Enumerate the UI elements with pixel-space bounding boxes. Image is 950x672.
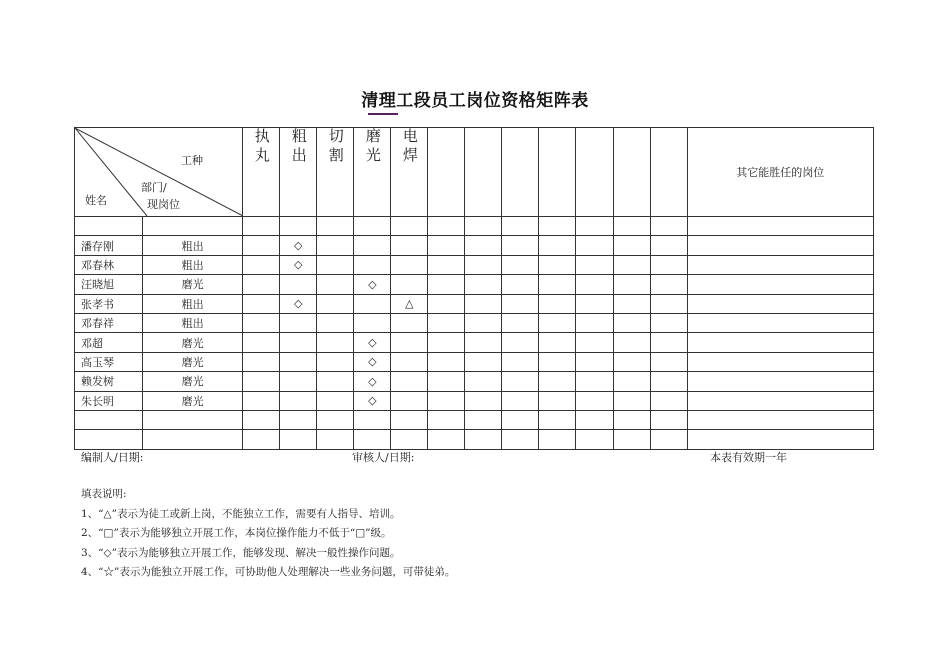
skill-level-cell	[465, 430, 502, 449]
employee-name-cell	[75, 410, 143, 429]
employee-name-cell	[75, 430, 143, 449]
skill-header-10	[576, 128, 613, 217]
diagonal-header-cell	[75, 128, 243, 217]
current-post-cell	[143, 410, 243, 429]
other-posts-cell	[687, 313, 873, 332]
skill-level-cell	[502, 313, 539, 332]
skill-level-cell	[317, 391, 354, 410]
matrix-body	[75, 217, 874, 450]
skill-level-cell	[428, 294, 465, 313]
employee-name-cell: 邓春林	[75, 255, 143, 274]
skill-level-cell	[243, 352, 280, 371]
current-post-cell: 磨光	[143, 391, 243, 410]
skill-level-cell	[576, 294, 613, 313]
table-row	[75, 255, 874, 274]
skill-level-cell	[650, 333, 687, 352]
skill-level-cell	[576, 410, 613, 429]
skill-level-cell	[243, 255, 280, 274]
skill-level-cell	[613, 333, 650, 352]
skill-header-5: 电焊	[391, 128, 428, 217]
skill-level-cell	[354, 255, 391, 274]
skill-level-cell	[428, 275, 465, 294]
skill-level-cell	[576, 372, 613, 391]
skill-level-cell	[317, 430, 354, 449]
other-posts-cell	[687, 430, 873, 449]
current-post-cell: 粗出	[143, 294, 243, 313]
current-post-cell	[143, 217, 243, 236]
skill-level-cell	[650, 430, 687, 449]
validity-note: 本表有效期一年	[710, 451, 787, 464]
skill-level-cell	[391, 372, 428, 391]
skill-header-1: 执丸	[243, 128, 280, 217]
skill-level-cell	[465, 372, 502, 391]
skill-level-cell	[317, 275, 354, 294]
skill-level-cell	[539, 217, 576, 236]
table-row	[75, 217, 874, 236]
skill-level-cell	[465, 294, 502, 313]
skill-level-cell	[465, 236, 502, 255]
skill-level-cell	[243, 410, 280, 429]
skill-level-cell	[391, 333, 428, 352]
skill-level-cell	[317, 410, 354, 429]
skill-level-cell	[428, 236, 465, 255]
skill-header-3: 切割	[317, 128, 354, 217]
diag-label-name: 姓名	[85, 194, 107, 207]
skill-level-cell	[539, 333, 576, 352]
table-row	[75, 333, 874, 352]
skill-level-cell	[243, 333, 280, 352]
skill-level-cell	[465, 313, 502, 332]
skill-level-cell	[650, 294, 687, 313]
skill-level-cell	[280, 391, 317, 410]
skill-level-cell: ◇	[280, 236, 317, 255]
current-post-cell: 磨光	[143, 352, 243, 371]
skill-level-cell	[354, 313, 391, 332]
skill-level-cell	[391, 236, 428, 255]
skill-level-cell	[502, 352, 539, 371]
skill-level-cell	[391, 217, 428, 236]
skill-level-cell	[650, 410, 687, 429]
skill-level-cell	[428, 410, 465, 429]
current-post-cell: 磨光	[143, 372, 243, 391]
instruction-item: 1、“△”表示为徒工或新上岗，不能独立工作，需要有人指导、培训。	[81, 507, 401, 520]
skill-level-cell	[576, 275, 613, 294]
skill-level-cell	[317, 372, 354, 391]
skill-level-cell	[243, 430, 280, 449]
table-row	[75, 352, 874, 371]
other-posts-cell	[687, 352, 873, 371]
skill-level-cell	[465, 391, 502, 410]
editor-date-label: 编制人/日期:	[81, 451, 144, 464]
table-row	[75, 294, 874, 313]
skill-level-cell	[428, 333, 465, 352]
skill-level-cell	[576, 391, 613, 410]
skill-level-cell: ◇	[354, 352, 391, 371]
skill-level-cell	[613, 236, 650, 255]
skill-level-cell	[650, 217, 687, 236]
skill-level-cell: ◇	[280, 255, 317, 274]
skill-level-cell	[243, 275, 280, 294]
skill-level-cell	[613, 275, 650, 294]
skill-level-cell	[576, 333, 613, 352]
skill-level-cell: △	[391, 294, 428, 313]
skill-level-cell	[539, 313, 576, 332]
skill-level-cell	[576, 352, 613, 371]
skill-level-cell	[354, 410, 391, 429]
skill-level-cell	[613, 372, 650, 391]
skill-level-cell	[539, 236, 576, 255]
other-posts-cell	[687, 217, 873, 236]
skill-level-cell	[243, 313, 280, 332]
skill-header-9	[539, 128, 576, 217]
skill-level-cell	[243, 391, 280, 410]
skill-level-cell: ◇	[280, 294, 317, 313]
skill-level-cell	[613, 410, 650, 429]
page-title: 清理工段员工岗位资格矩阵表	[361, 91, 589, 111]
skill-level-cell	[317, 294, 354, 313]
skill-level-cell	[354, 236, 391, 255]
skill-level-cell	[613, 255, 650, 274]
skill-level-cell	[428, 372, 465, 391]
skill-level-cell	[465, 255, 502, 274]
employee-name-cell: 邓春祥	[75, 313, 143, 332]
skill-level-cell	[465, 352, 502, 371]
skill-level-cell: ◇	[354, 275, 391, 294]
skill-level-cell	[539, 430, 576, 449]
skill-level-cell	[650, 236, 687, 255]
skill-level-cell	[502, 275, 539, 294]
skill-header-8	[502, 128, 539, 217]
skill-header-7	[465, 128, 502, 217]
skill-level-cell	[539, 352, 576, 371]
skill-level-cell	[650, 372, 687, 391]
other-posts-cell	[687, 391, 873, 410]
table-row	[75, 430, 874, 449]
skill-level-cell	[613, 313, 650, 332]
skill-level-cell	[613, 391, 650, 410]
table-row	[75, 236, 874, 255]
skill-level-cell	[391, 255, 428, 274]
skill-level-cell	[428, 255, 465, 274]
skill-level-cell	[539, 391, 576, 410]
skill-level-cell	[502, 372, 539, 391]
table-row	[75, 275, 874, 294]
other-posts-cell	[687, 255, 873, 274]
table-row	[75, 372, 874, 391]
instructions-heading: 填表说明:	[81, 488, 127, 500]
current-post-cell: 磨光	[143, 333, 243, 352]
skill-header-2: 粗出	[280, 128, 317, 217]
skill-level-cell	[354, 294, 391, 313]
table-row	[75, 313, 874, 332]
current-post-cell: 磨光	[143, 275, 243, 294]
skill-level-cell	[650, 352, 687, 371]
skill-level-cell	[502, 294, 539, 313]
skill-level-cell	[539, 372, 576, 391]
skill-level-cell	[465, 333, 502, 352]
qualification-matrix-table	[74, 127, 874, 450]
skill-level-cell: ◇	[354, 391, 391, 410]
employee-name-cell: 高玉琴	[75, 352, 143, 371]
skill-level-cell	[613, 294, 650, 313]
skill-level-cell	[502, 410, 539, 429]
skill-level-cell	[650, 275, 687, 294]
skill-level-cell	[317, 313, 354, 332]
diag-label-dept: 部门/	[141, 181, 167, 194]
skill-level-cell	[465, 217, 502, 236]
skill-level-cell	[391, 352, 428, 371]
skill-header-11	[613, 128, 650, 217]
skill-level-cell	[280, 275, 317, 294]
skill-level-cell	[539, 294, 576, 313]
diag-label-skill: 工种	[181, 154, 203, 167]
skill-header-12	[650, 128, 687, 217]
skill-level-cell	[465, 275, 502, 294]
skill-level-cell	[576, 255, 613, 274]
skill-level-cell	[576, 236, 613, 255]
skill-level-cell	[243, 236, 280, 255]
skill-level-cell	[465, 410, 502, 429]
skill-level-cell	[539, 410, 576, 429]
other-posts-cell	[687, 410, 873, 429]
table-row	[75, 410, 874, 429]
skill-level-cell	[428, 352, 465, 371]
skill-level-cell	[280, 217, 317, 236]
skill-level-cell	[650, 391, 687, 410]
employee-name-cell: 张孝书	[75, 294, 143, 313]
instruction-item: 4、“☆”表示为能独立开展工作，可协助他人处理解决一些业务问题，可带徒弟。	[81, 566, 456, 578]
other-posts-cell	[687, 372, 873, 391]
skill-level-cell	[354, 430, 391, 449]
instruction-item: 3、“◇”表示为能够独立开展工作，能够发现、解决一般性操作问题。	[81, 546, 401, 559]
skill-level-cell	[391, 430, 428, 449]
skill-level-cell	[317, 236, 354, 255]
skill-level-cell	[391, 391, 428, 410]
instruction-item: 2、“□”表示为能够独立开展工作，本岗位操作能力不低于“□”级。	[81, 527, 392, 539]
skill-level-cell	[280, 372, 317, 391]
skill-level-cell	[539, 275, 576, 294]
skill-level-cell	[280, 333, 317, 352]
skill-level-cell	[539, 255, 576, 274]
skill-level-cell: ◇	[354, 333, 391, 352]
employee-name-cell: 汪晓旭	[75, 275, 143, 294]
skill-level-cell	[243, 294, 280, 313]
skill-level-cell	[613, 217, 650, 236]
skill-level-cell	[280, 410, 317, 429]
skill-level-cell	[576, 313, 613, 332]
skill-level-cell	[243, 372, 280, 391]
skill-header-6	[428, 128, 465, 217]
other-posts-cell	[687, 333, 873, 352]
skill-level-cell	[576, 217, 613, 236]
skill-level-cell	[502, 236, 539, 255]
skill-level-cell	[280, 352, 317, 371]
skill-level-cell	[502, 255, 539, 274]
skill-level-cell	[391, 313, 428, 332]
header-row	[75, 128, 874, 217]
skill-level-cell	[391, 275, 428, 294]
skill-level-cell	[280, 313, 317, 332]
skill-level-cell	[317, 255, 354, 274]
employee-name-cell: 潘存刚	[75, 236, 143, 255]
skill-header-4: 磨光	[354, 128, 391, 217]
skill-level-cell: ◇	[354, 372, 391, 391]
skill-level-cell	[502, 333, 539, 352]
employee-name-cell: 邓超	[75, 333, 143, 352]
other-posts-cell	[687, 236, 873, 255]
skill-level-cell	[613, 430, 650, 449]
skill-level-cell	[428, 430, 465, 449]
skill-level-cell	[576, 430, 613, 449]
skill-level-cell	[317, 352, 354, 371]
other-posts-cell	[687, 294, 873, 313]
skill-level-cell	[502, 391, 539, 410]
skill-level-cell	[650, 313, 687, 332]
employee-name-cell: 朱长明	[75, 391, 143, 410]
skill-level-cell	[613, 352, 650, 371]
skill-level-cell	[428, 391, 465, 410]
current-post-cell: 粗出	[143, 313, 243, 332]
diag-label-post: 现岗位	[147, 198, 180, 211]
skill-level-cell	[502, 217, 539, 236]
current-post-cell: 粗出	[143, 236, 243, 255]
current-post-cell	[143, 430, 243, 449]
employee-name-cell: 赖发树	[75, 372, 143, 391]
other-posts-cell	[687, 275, 873, 294]
skill-level-cell	[650, 255, 687, 274]
table-row	[75, 391, 874, 410]
fill-instructions	[81, 485, 455, 583]
skill-level-cell	[391, 410, 428, 429]
skill-level-cell	[317, 333, 354, 352]
reviewer-date-label: 审核人/日期:	[352, 451, 415, 464]
title-underline	[368, 113, 398, 115]
employee-name-cell	[75, 217, 143, 236]
skill-level-cell	[317, 217, 354, 236]
skill-level-cell	[280, 430, 317, 449]
skill-level-cell	[428, 313, 465, 332]
skill-level-cell	[502, 430, 539, 449]
current-post-cell: 粗出	[143, 255, 243, 274]
other-posts-header: 其它能胜任的岗位	[687, 128, 873, 217]
skill-level-cell	[428, 217, 465, 236]
skill-level-cell	[243, 217, 280, 236]
skill-level-cell	[354, 217, 391, 236]
